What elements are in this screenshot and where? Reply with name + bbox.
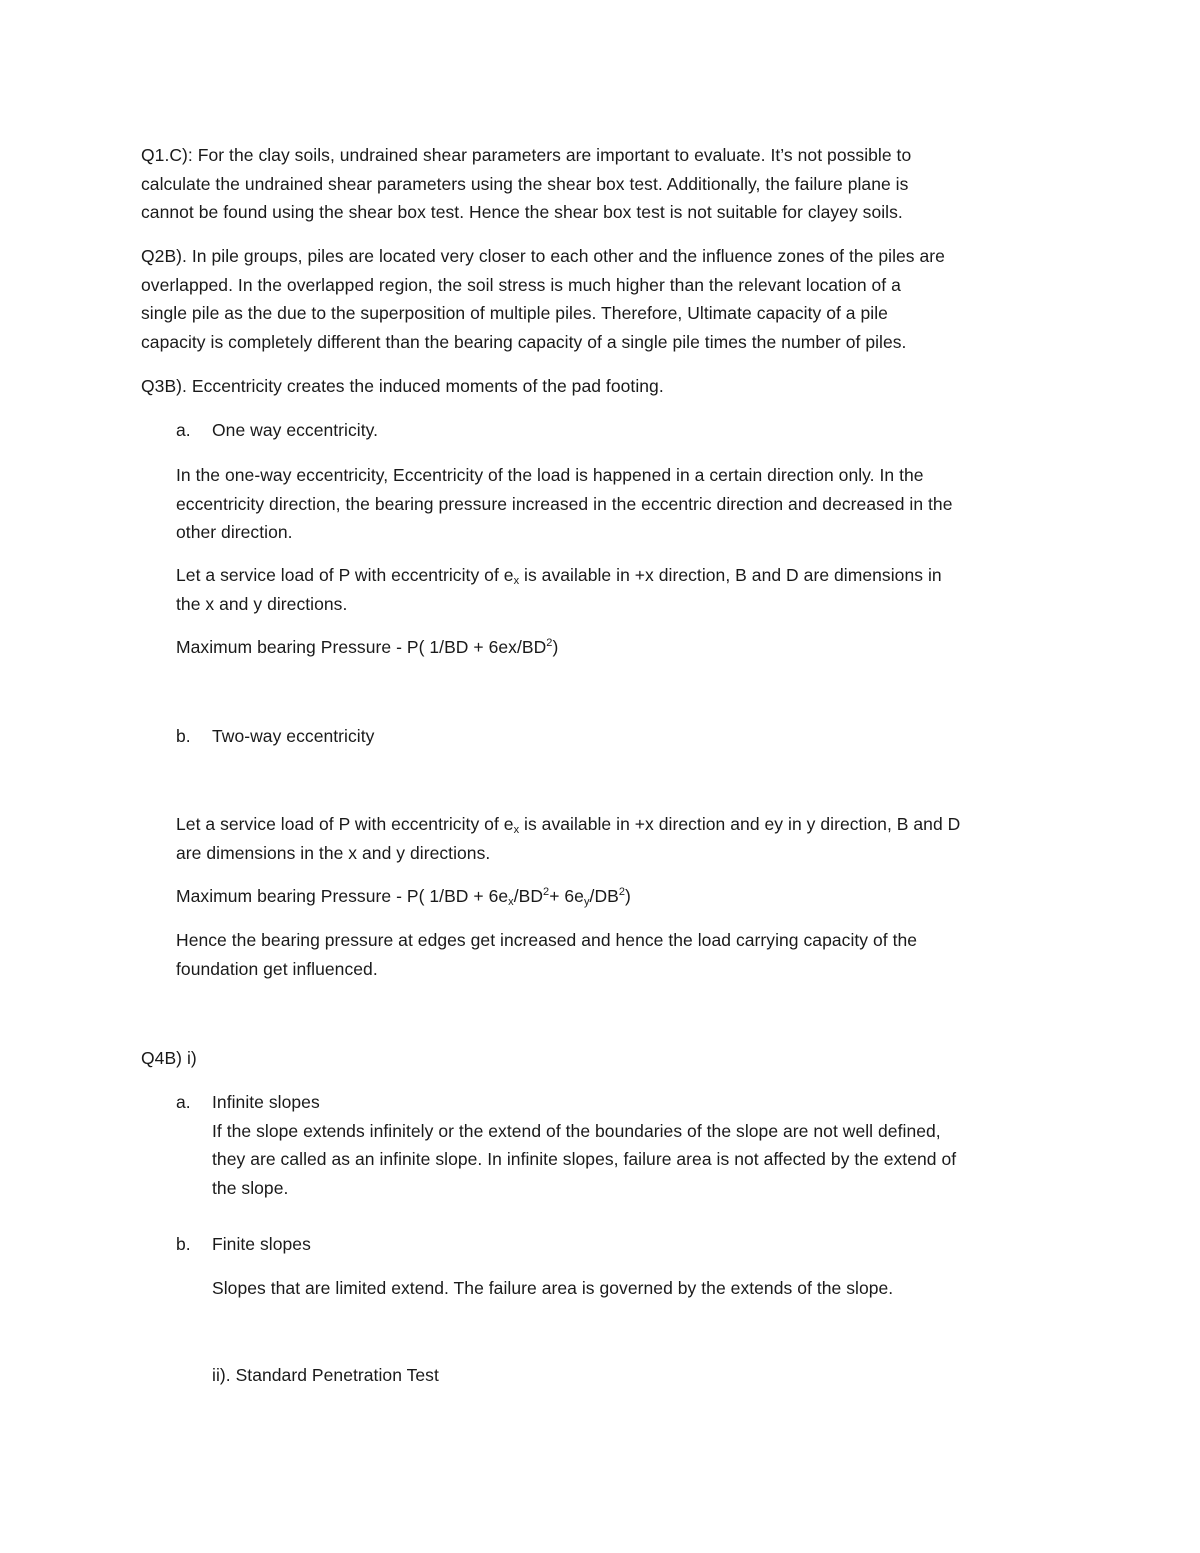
one-way-load-line: Let a service load of P with eccentricity of $e_x$ is available in +x direction, B and D are dimensions in	[176, 565, 942, 587]
part-ii-heading	[212, 1361, 439, 1390]
one-way-title	[212, 416, 378, 445]
infinite-slopes-item	[212, 1088, 956, 1203]
q2-line: overlapped. In the overlapped region, the soil stress is much higher than the relevant location of a	[141, 274, 901, 295]
q4-heading-text: Q4B) i)	[141, 1048, 197, 1068]
two-way-title	[212, 722, 374, 751]
list-marker-b: b.	[176, 726, 191, 746]
q1-paragraph	[141, 141, 911, 227]
finite-desc-line: Slopes that are limited extend. The failure area is governed by the extends of the slope.	[212, 1278, 894, 1298]
finite-slopes-description	[212, 1274, 893, 1303]
two-way-load-line: Let a service load of P with eccentricity of $e_x$ is available in +x direction and ey in y direction, B and D	[176, 814, 961, 836]
infinite-slopes-title: Infinite slopes	[212, 1092, 320, 1112]
one-way-load-line: the x and y directions.	[176, 593, 348, 614]
q2-line: capacity is completely different than the bearing capacity of a single pile times the number of piles.	[141, 332, 907, 353]
q4-heading	[141, 1044, 197, 1073]
one-way-load-statement	[176, 561, 942, 618]
one-way-formula: Maximum bearing Pressure - P( $1/BD + 6ex/BD^2$)	[176, 637, 559, 657]
list-marker-a: a.	[176, 1092, 191, 1112]
two-way-load-line: are dimensions in the x and y directions.	[176, 842, 491, 863]
conclusion-line: foundation get influenced.	[176, 958, 378, 979]
one-way-description	[176, 461, 953, 547]
infinite-desc-line: the slope.	[212, 1178, 289, 1199]
list-marker-b: b.	[176, 1234, 191, 1254]
finite-slopes-title	[212, 1230, 311, 1259]
q1-line: calculate the undrained shear parameters using the shear box test. Additionally, the failure plane is	[141, 173, 909, 194]
infinite-desc-line: they are called as an infinite slope. In infinite slopes, failure area is not affected by the extend of	[212, 1149, 957, 1170]
part-ii-text: ii). Standard Penetration Test	[212, 1365, 439, 1385]
finite-slopes-title-text: Finite slopes	[212, 1234, 311, 1254]
q2-paragraph	[141, 242, 945, 357]
conclusion-line: Hence the bearing pressure at edges get increased and hence the load carrying capacity of the	[176, 930, 918, 950]
q2-line: Q2B). In pile groups, piles are located very closer to each other and the influence zones of the piles are	[141, 246, 945, 266]
q1-line: Q1.C): For the clay soils, undrained shear parameters are important to evaluate. It’s not possible to	[141, 145, 912, 165]
q1-line: cannot be found using the shear box test. Hence the shear box test is not suitable for clayey soils.	[141, 202, 903, 223]
list-marker-a: a.	[176, 420, 191, 440]
q2-line: single pile as the due to the superposition of multiple piles. Therefore, Ultimate capacity of a pile	[141, 303, 888, 324]
q3-intro	[141, 372, 664, 401]
two-way-formula: Maximum bearing Pressure - P( $1/BD + 6e_x/BD^2+ 6e_y/DB^2$)	[176, 886, 631, 908]
q3-intro-text: Q3B). Eccentricity creates the induced moments of the pad footing.	[141, 376, 664, 396]
two-way-title-text: Two-way eccentricity	[212, 726, 375, 746]
two-way-load-statement	[176, 810, 960, 867]
one-way-title-text: One way eccentricity.	[212, 420, 379, 440]
one-way-desc-line: In the one-way eccentricity, Eccentricity of the load is happened in a certain direction only. In the	[176, 465, 924, 485]
two-way-conclusion	[176, 926, 917, 983]
one-way-desc-line: eccentricity direction, the bearing pressure increased in the eccentric direction and decreased in the	[176, 493, 953, 514]
infinite-desc-line: If the slope extends infinitely or the extend of the boundaries of the slope are not well defined,	[212, 1120, 941, 1141]
one-way-desc-line: other direction.	[176, 522, 293, 543]
